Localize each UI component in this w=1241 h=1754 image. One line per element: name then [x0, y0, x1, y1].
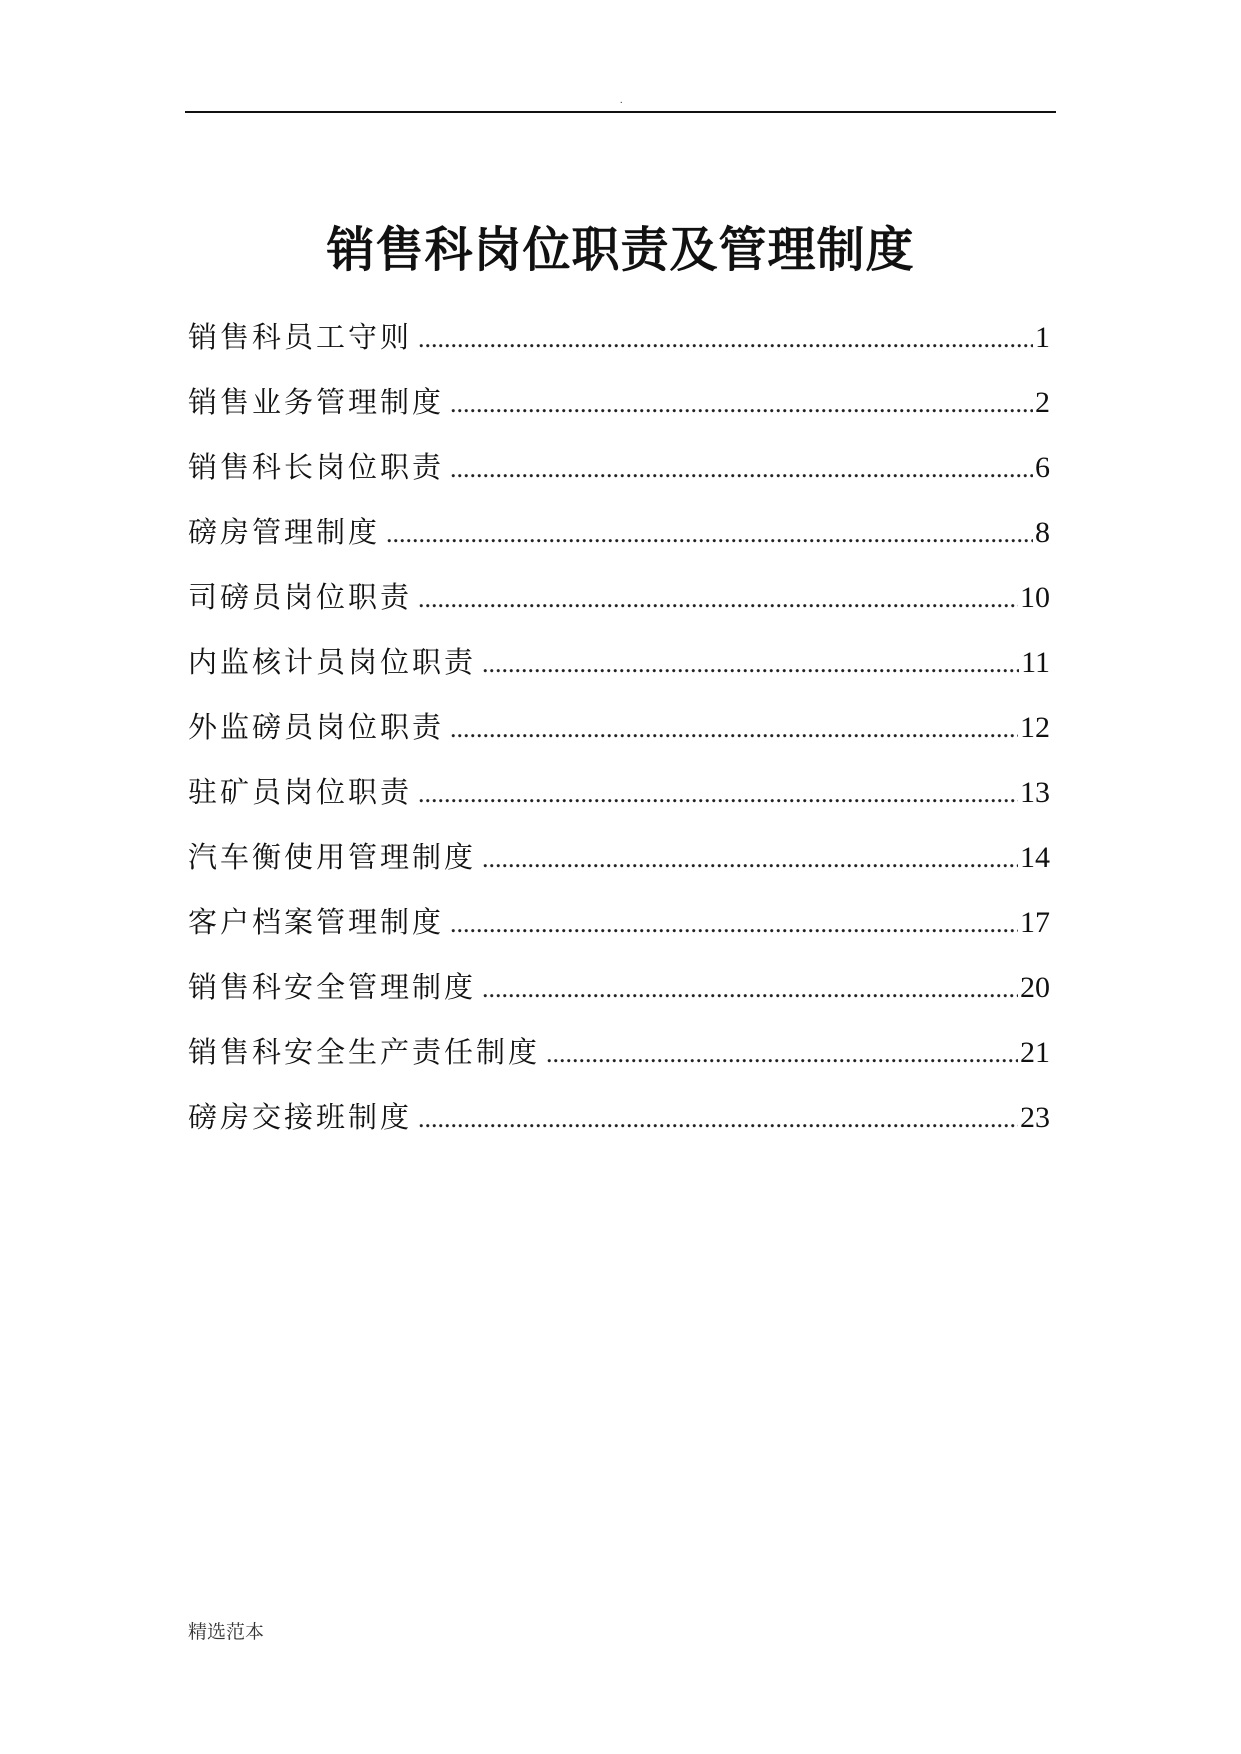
toc-entry[interactable]: [188, 1020, 1050, 1085]
toc-entry-label: 磅房管理制度: [188, 515, 381, 549]
toc-dot-leader: [450, 371, 1033, 436]
toc-entry-label: 内监核计员岗位职责: [188, 645, 477, 679]
toc-entry-page: 23: [1020, 1101, 1050, 1134]
toc-dot-leader: [418, 306, 1033, 371]
toc-dot-leader: [450, 696, 1018, 761]
header-mark: .: [620, 95, 623, 106]
toc-entry-label: 客户档案管理制度: [188, 905, 445, 939]
toc-dot-leader: [482, 826, 1018, 891]
toc-entry-label: 司磅员岗位职责: [188, 580, 413, 614]
toc-entry[interactable]: [188, 695, 1050, 760]
toc-entry[interactable]: [188, 305, 1050, 370]
toc-entry-label: 销售科长岗位职责: [188, 450, 445, 484]
toc-entry[interactable]: [188, 565, 1050, 630]
toc-entry-label: 销售科安全生产责任制度: [188, 1035, 541, 1069]
toc-dot-leader: [418, 761, 1018, 826]
toc-entry[interactable]: [188, 630, 1050, 695]
toc-entry-page: 1: [1035, 321, 1050, 354]
toc-entry-page: 21: [1020, 1036, 1050, 1069]
toc-entry-page: 12: [1020, 711, 1050, 744]
header-rule: [185, 111, 1056, 113]
toc-entry[interactable]: [188, 500, 1050, 565]
toc-entry-page: 10: [1020, 581, 1050, 614]
toc-entry-label: 销售科安全管理制度: [188, 970, 477, 1004]
toc-entry-label: 磅房交接班制度: [188, 1100, 413, 1134]
toc-dot-leader: [386, 501, 1033, 566]
toc-dot-leader: [450, 891, 1018, 956]
toc-entry-page: 11: [1021, 646, 1050, 679]
toc-entry-label: 销售业务管理制度: [188, 385, 445, 419]
toc-entry-label: 汽车衡使用管理制度: [188, 840, 477, 874]
toc-entry[interactable]: [188, 370, 1050, 435]
toc-entry[interactable]: [188, 1085, 1050, 1150]
table-of-contents: [188, 305, 1050, 1150]
toc-entry-page: 2: [1035, 386, 1050, 419]
toc-entry-page: 17: [1020, 906, 1050, 939]
toc-dot-leader: [418, 1086, 1018, 1151]
footer-text: 精选范本: [188, 1621, 265, 1643]
toc-entry-page: 13: [1020, 776, 1050, 809]
toc-dot-leader: [482, 956, 1018, 1021]
toc-entry[interactable]: [188, 825, 1050, 890]
toc-dot-leader: [418, 566, 1018, 631]
toc-entry-label: 销售科员工守则: [188, 320, 413, 354]
toc-entry-page: 20: [1020, 971, 1050, 1004]
toc-dot-leader: [482, 631, 1019, 696]
toc-dot-leader: [546, 1021, 1018, 1086]
toc-dot-leader: [450, 436, 1033, 501]
toc-entry[interactable]: [188, 760, 1050, 825]
toc-entry-page: 6: [1035, 451, 1050, 484]
toc-entry[interactable]: [188, 955, 1050, 1020]
toc-entry-label: 外监磅员岗位职责: [188, 710, 445, 744]
toc-entry[interactable]: [188, 890, 1050, 955]
toc-entry-page: 14: [1020, 841, 1050, 874]
toc-entry-page: 8: [1035, 516, 1050, 549]
toc-entry[interactable]: [188, 435, 1050, 500]
document-title: 销售科岗位职责及管理制度: [326, 222, 915, 278]
toc-entry-label: 驻矿员岗位职责: [188, 775, 413, 809]
